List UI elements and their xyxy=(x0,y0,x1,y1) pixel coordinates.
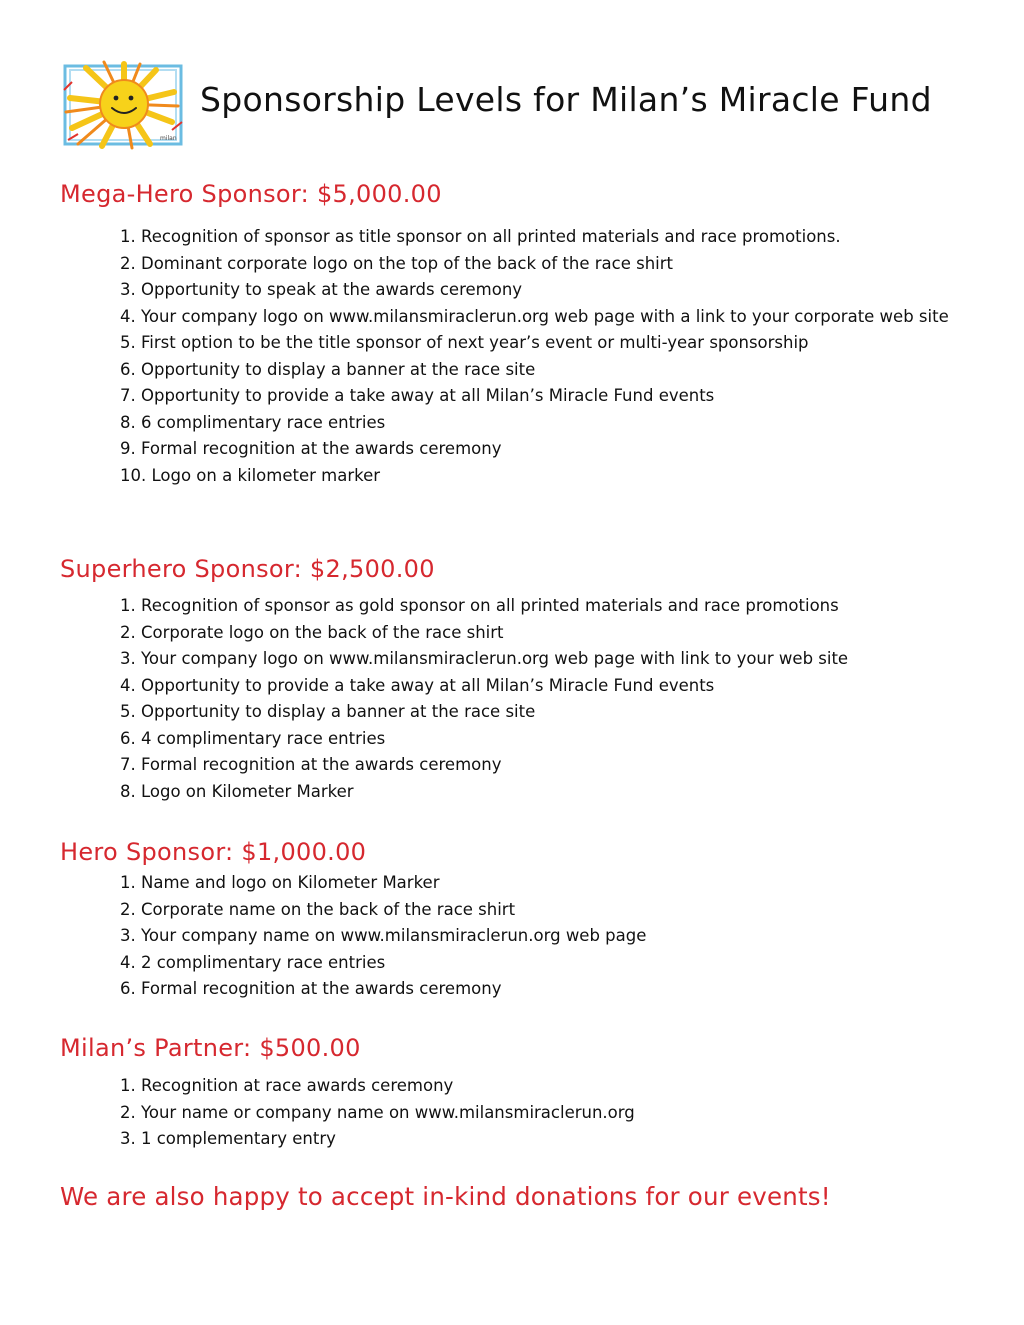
list-item: 9. Formal recognition at the awards ceremony xyxy=(120,439,502,458)
list-item: 2. Corporate name on the back of the race shirt xyxy=(120,899,516,919)
list-item: 4. Your company logo on www.milansmiraclerun.org web page with a link to your corporate web site xyxy=(120,306,949,326)
in-kind-donations-note: We are also happy to accept in-kind donations for our events! xyxy=(60,1182,831,1211)
list-item: 8. 6 complimentary race entries xyxy=(120,412,386,432)
list-item: 5. Opportunity to display a banner at the race site xyxy=(120,702,536,721)
list-item: 3. Your company logo on www.milansmiraclerun.org web page with link to your web site xyxy=(120,649,849,668)
list-item: 6. 4 complimentary race entries xyxy=(120,728,386,748)
partner-heading: Milan’s Partner: $500.00 xyxy=(60,1034,361,1062)
hero-heading: Hero Sponsor: $1,000.00 xyxy=(60,838,367,866)
mega-hero-benefits-list xyxy=(120,224,980,489)
list-item: 6. Opportunity to display a banner at the race site xyxy=(120,359,536,379)
list-item: 1. Recognition of sponsor as title sponsor on all printed materials and race promotions. xyxy=(120,227,841,246)
list-item: 7. Opportunity to provide a take away at all Milan’s Miracle Fund events xyxy=(120,386,715,405)
superhero-benefits-list xyxy=(120,593,980,805)
mega-hero-heading: Mega-Hero Sponsor: $5,000.00 xyxy=(60,180,442,208)
list-item: 3. Your company name on www.milansmiraclerun.org web page xyxy=(120,926,647,945)
page-title: Sponsorship Levels for Milan’s Miracle Fund xyxy=(200,80,932,119)
list-item: 2. Corporate logo on the back of the race shirt xyxy=(120,622,504,642)
hero-benefits-list xyxy=(120,870,980,1003)
list-item: 10. Logo on a kilometer marker xyxy=(120,465,381,485)
list-item: 1. Name and logo on Kilometer Marker xyxy=(120,873,440,892)
list-item: 6. Formal recognition at the awards ceremony xyxy=(120,979,502,998)
list-item: 2. Your name or company name on www.milansmiraclerun.org xyxy=(120,1102,635,1122)
list-item: 1. Recognition at race awards ceremony xyxy=(120,1076,454,1095)
logo-signature: milan xyxy=(160,135,177,142)
list-item: 5. First option to be the title sponsor of next year’s event or multi-year sponsorship xyxy=(120,333,809,352)
list-item: 3. 1 complementary entry xyxy=(120,1129,336,1148)
list-item: 3. Opportunity to speak at the awards ceremony xyxy=(120,280,523,299)
list-item: 4. Opportunity to provide a take away at all Milan’s Miracle Fund events xyxy=(120,675,715,695)
list-item: 4. 2 complimentary race entries xyxy=(120,952,386,972)
list-item: 2. Dominant corporate logo on the top of the back of the race shirt xyxy=(120,253,674,273)
superhero-heading: Superhero Sponsor: $2,500.00 xyxy=(60,555,435,583)
partner-benefits-list xyxy=(120,1073,980,1153)
sun-logo-icon xyxy=(62,60,186,150)
list-item: 7. Formal recognition at the awards ceremony xyxy=(120,755,502,774)
list-item: 8. Logo on Kilometer Marker xyxy=(120,781,354,801)
list-item: 1. Recognition of sponsor as gold sponsor on all printed materials and race promotions xyxy=(120,596,839,615)
